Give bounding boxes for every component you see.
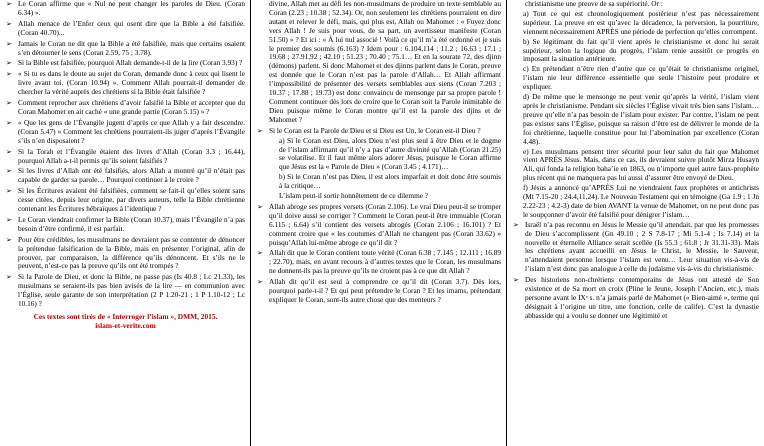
paragraph: ➢ Si les livres d’Allah ont été falsifiés, alors Allah a montré qu’il n’était pas capable de garder sa parole… Pourquoi continuer à le croire ?	[18, 166, 245, 185]
paragraph: ➢ Si la Bible est falsifiée, pourquoi Allah demande-t-il de la lire (Coran 3.93) ?	[18, 58, 243, 68]
sub-paragraph: d) De même que le mensonge ne peut venir qu’après la vérité, l’islam vient après le christianisme. Pendant six siècles l’Église vivait très bien sans l’islam… preuve qu’elle n’a pas besoin de l’islam pour exister. Par contre, l’islam ne peut pas exister sans l’Église, puisque sa raison d’être est de délivrer le monde de la foi chrétienne, laquelle constitue pour lui l’abomination par excellence (Coran 4.48).	[523, 92, 759, 146]
sub-paragraph: b) Se légitimant du fait qu’il vient après le christianisme et donc lui serait supérieur, selon la logique du progrès, l’islam renie aussitôt ce progrès en imposant la situation antérieure.	[523, 36, 759, 64]
paragraph: ➢ « Si tu es dans le doute au sujet du Coran, demande donc à ceux qui lisent le livre avant toi. (Coran 10.94) ». Comment Allah pourrait-il demander de chercher la vérité auprès des chrétiens si la Bible était falsifiée ?	[18, 69, 245, 97]
paragraph: ➢ Allah menace de l’Enfer ceux qui osent dire que la Bible a été falsifiée. (Coran 40.70)...	[18, 18, 245, 37]
paragraph: ➢ Le Coran viendrait confirmer la Bible (Coran 10.37), mais l’Évangile n’a pas besoin d’être confirmé, il est parfait.	[18, 214, 245, 233]
list-item	[6, 40, 245, 58]
paragraph: ➢ Si les Écritures avaient été falsifiées, comment se fait-il qu’elles soient sans cesse citées, depuis leur origine, par divers auteurs, telle la Bible chrétienne contenant les Écritures hébraïques à l’identique ?	[18, 186, 245, 214]
list-item	[257, 127, 501, 201]
list-item	[6, 148, 245, 166]
paragraph: L’islam peut-il sortir honnêtement de ce dilemme ?	[279, 191, 429, 201]
paragraph: ➢ Allah abroge ses propres versets (Coran 2.106). Le vrai Dieu peut-il se tromper qu’il doive aussi se corriger ? Comment le Coran peut-il être immuable (Coran 6.115 ; 6.64) s’il contient des versets abrogés (Coran 2.106 ; 16.101) ? Et comment croire que « les coutumes d’Allah ne changent pas (Coran 33.62) » puisqu’Allah lui-même abroge ce qu’il dit ?	[269, 201, 501, 247]
paragraph: ➢ Comment reprocher aux chrétiens d’avoir falsifié la Bible et accepter que du Coran Mahomet en ait caché « une grande partie (Coran 5.15) » ?	[18, 98, 245, 116]
column-left	[0, 0, 250, 446]
sub-paragraph: a) Tout ce qui est chronologiquement postérieur n’est pas nécessairement supérieur. La preuve en est qu’avec la décadence, la perversion, la pourriture, viennent nécessairement APRÈS une période de perfection qu’elles corrompent.	[523, 8, 759, 36]
sub-paragraph: e) Les musulmans pensent tirer sécurité pour leur salut du fait que Mahomet vient APRÈS Jésus. Mais, dans ce cas, ils devraient suivre plutôt Mirza Husayn Ali, qui fonda la religion baha’ie en 1863, ou n’importe quel autre faux-prophète plus récent qui ne manquera pas lui aussi d’assurer être envoyé de Dieu.	[523, 146, 759, 183]
list-item	[6, 99, 245, 117]
source-citation: Ces textes sont tirés de « Interroger l’islam », DMM, 2015.	[33, 312, 218, 321]
sub-paragraph: c) En prétendant n’être rien d’autre que ce qu’était le christianisme originel, l’islam nie leur différence essentielle que seule l’histoire peut produire et expliquer.	[523, 64, 759, 92]
list-item	[257, 203, 501, 248]
paragraph: ➢ Si la Parole de Dieu, et donc la Bible, ne passe pas (Is 40.8 ; Lc 21.33), les musulmans se seraient-ils pas bien avisés de la lire — en communion avec l’Église, seule garante de son interprétation (2 P 1.20-21 ; 1 P 1.10-12 ; Lc 10.16) ?	[18, 272, 245, 309]
list-item	[6, 216, 245, 234]
paragraph: ➢ Si la Torah et l’Évangile étaient des livres d’Allah (Coran 3.3 ; 16.44), pourquoi Allah a-t-il permis qu’ils soient falsifiés ?	[18, 146, 245, 165]
paragraph: ➢ « Que les gens de l’Évangile jugent d’après ce que Allah y a fait descendre. (Coran 5.47) » Comment les chrétiens pourraient-ils juger d’après l’Évangile s’ils n’en disposaient ?	[18, 117, 245, 145]
paragraph: ➢ Jamais le Coran ne dit que la Bible a été falsifiée, mais que certains osaient s’en détourner le sens (Coran 2.59, 75 ; 3.78).	[18, 38, 245, 57]
list-item	[257, 249, 501, 276]
list-item	[513, 221, 759, 274]
list-item	[6, 20, 245, 38]
paragraph: christianisme une preuve de sa supériorité. Or :	[525, 0, 663, 8]
list-item	[6, 187, 245, 214]
list-item	[513, 276, 759, 321]
column-right	[506, 0, 764, 446]
list-item	[257, 278, 501, 305]
list-item	[6, 59, 245, 68]
paragraph: divine, Allah met au défi les non-musulmans de produire un texte semblable au Coran (2.23 ; 10.38 ; 52.34). Or, non seulement les chrétiens pourraient en dire autant et relever le défi, mais, qui plus est, Allah ou Mahomet : « Fuyez donc vers Allah ! Je suis pour vous, de sa part, un avertisseur manifeste (Coran 51.50) » ? Et ici : « À lui nul associé ! Voilà ce qu’il m’a été ordonné et je suis le premier des soumis (6.163) ? Idem pour : 6.104,114 ; 11.2 ; 16.63 ; 17.1 ; 19.68 ; 27.91,92 ; 42.10 ; 51.23 ; 70.40 ; 75.1… Et en la sourate 72, des djinn (démons) parlent. Si donc Mahomet et des djinns parlent dans le Coran, preuve est donnée que le Coran n’est pas la parole d’Allah… Et Allah affirmant l’impossibilité de présenter des versets semblables aux siens (Coran 7.203 ; 10.37 ; 17.88 ; 19.73) est donc convaincu de mensonge par sa propre parole ! Comment continuer dès lors de croire que le Coran soit la Parole inimitable de Dieu puisque même le Coran montre qu’il est la parole des djins et de Mahomet ?	[269, 0, 501, 124]
sub-paragraph: f) Jésus a annoncé qu’APRÈS Lui ne viendraient faux prophètes et antichrists (Mt 7.15-20 ; 24.4,11,24). Le Nouveau Testament qui en témoigne (Ga 1.9 ; 1 Jn 2.22-23 ; 4.2-3) date de bien AVANT la venue de Mahomet, on ne peut donc pas le soupçonner d’avoir été falsifié pour dénigrer l’islam…	[523, 183, 759, 219]
list-item	[6, 119, 245, 146]
paragraph: ➢ Pour être crédibles, les musulmans ne devraient pas se contenter de dénoncer la prétendue falsification de la Bible, mais en présenter l’original, afin de prouver, par comparaison, la différence qu’ils dénoncent. Et s’ils ne le peuvent, n’est-ce pas la preuve qu’ils ont été trompés ?	[18, 234, 245, 271]
column-middle	[250, 0, 506, 446]
list-item	[6, 273, 245, 309]
paragraph: ➢ Des historiens non-chrétiens contemporains de Jésus ont attesté de Son existence et de Sa mort en croix (Pline le Jeune, Joseph l’Ancien, etc.), mais personne avant le IXᵉ s. n’a jamais parlé de Mahomet (« Bien-aimé », terme qui désignait à l’origine un titre, une fonction, celle de calife). C’est la dynastie abbasside qui a voulu se donner une légitimité et	[525, 275, 759, 320]
paragraph: ➢ Le Coran affirme que « Nul ne peut changer les paroles de Dieu. (Coran 6.34) ».	[18, 0, 245, 17]
list-item	[6, 0, 245, 18]
sub-paragraph: b) Si le Coran n’est pas Dieu, il est alors imparfait et doit donc être soumis à la critique…	[279, 172, 501, 191]
source-footer	[6, 312, 245, 330]
paragraph: ➢ Allah dit qu’il est seul à comprendre ce qu’il dit (Coran 3.7). Dès lors, pourquoi parle-t-il ? Et qui peut prétendre le Coran ? Et les imams, prétendant expliquer le Coran, sont-ils autre chose que des menteurs ?	[269, 277, 501, 304]
source-website: islam-et-verite.com	[95, 321, 156, 330]
paragraph: ➢ Si le Coran est la Parole de Dieu et si Dieu est Un, le Coran est-il Dieu ?	[269, 125, 481, 135]
list-item	[6, 167, 245, 185]
list-item	[6, 70, 245, 97]
paragraph: ➢ Allah dit que le Coran contient toute vérité (Coran 6.38 ; 7.145 ; 12.111 ; 16.89 ; 22.70), mais, en avant recours à d’autres textes que le Coran, les musulmans ne donnent-ils pas la preuve qu’ils ne croient pas à ce que dit Allah ?	[269, 248, 501, 276]
sub-paragraph: a) Si le Coran est Dieu, alors Dieu n’est plus seul à être Dieu et le dogme de l’islam affirmant qu’il n’y a pas d’autre divinité qu’Allah (Coran 21.25) se volatilise. Et il faut même alors adorer Jésus, puisque le Coran affirme que Jésus est la « Parole de Dieu » (Coran 3.45 ; 4.171)…	[279, 135, 501, 172]
paragraph: ➢ Israël n’a pas reconnu en Jésus le Messie qu’il attendait, par que les promesses de Dieu s’accomplissent (Gn 49.10 ; 2 S 7.8-17 ; Mi 5.1-4 ; Is 7.14) et la nouvelle et éternelle Alliance serait scellée (Is 55.3 ; 61.8 ; Jr 31.31-33). Mais les chrétiens ayant accueilli en Jésus le Christ, le Messie, le Sauveur, n’attendaient personne lorsque l’islam est venu… Leur situation vis-à-vis de l’islam n’est donc pas analogue à celle du judaïsme vis-à-vis du christianisme.	[525, 219, 759, 274]
list-item	[6, 236, 245, 272]
